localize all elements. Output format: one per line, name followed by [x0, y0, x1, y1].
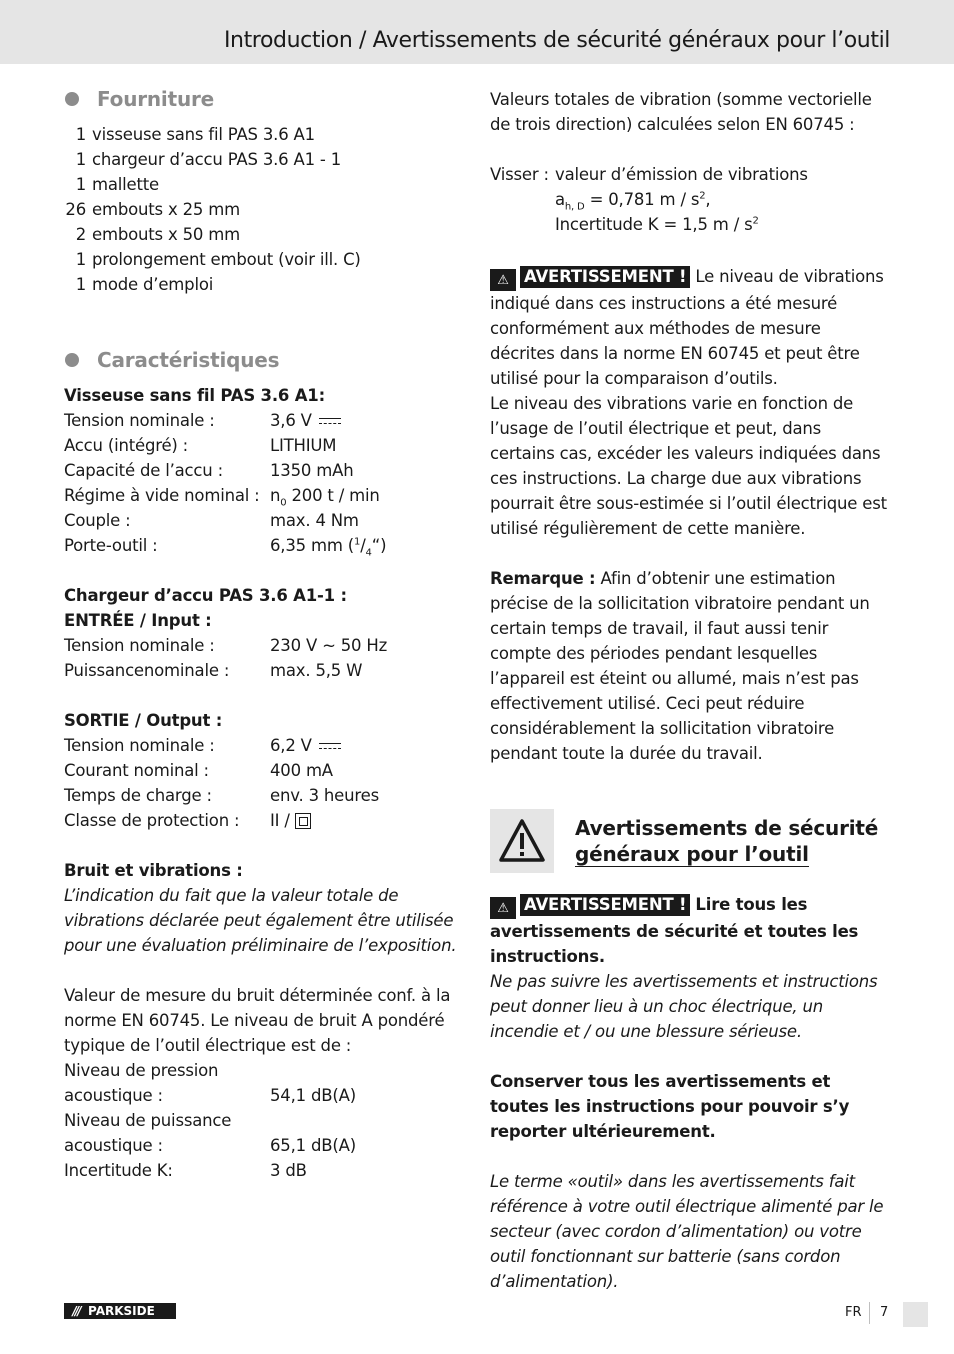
vibration-value: $a_{h, D} = 0,781$ m / $s^2$,	[555, 190, 711, 213]
safety-section-header	[490, 809, 890, 879]
warning-triangle-icon: ⚠	[490, 269, 516, 291]
spec-row: Accu (intégré) : LITHIUM	[64, 436, 337, 455]
visser-row: Visser : valeur d’émission de vibrations	[490, 165, 808, 184]
spec-row: Courant nominal : 400 mA	[64, 761, 333, 780]
spec-row: Tension nominale : 230 V ~ 50 Hz	[64, 636, 388, 655]
list-item: 1 visseuse sans fil PAS 3.6 A1	[75, 125, 315, 144]
safety-warning-italic: Ne pas suivre les avertissements et instructions peut donner lieu à un choc électrique, un incendie et / ou une blessure sérieuse.	[490, 972, 878, 1041]
spec-row: Couple : max. 4 Nm	[64, 511, 359, 530]
logo-stripes-icon: ///	[72, 1304, 80, 1318]
safety-keep-instructions: Conserver tous les avertissements et toutes les instructions pour pouvoir s’y reporter ultérieurement.	[490, 1072, 850, 1141]
section-fourniture-title: Fourniture	[64, 84, 464, 114]
warning-triangle-icon	[490, 809, 554, 873]
bullet-icon	[65, 353, 79, 367]
vibration-uncertainty: Incertitude K = 1,5 m / $s^2$	[555, 215, 759, 234]
warning-label: AVERTISSEMENT !	[520, 266, 690, 288]
warning-paragraph-2: Le niveau des vibrations varie en fonction de l’usage de l’outil électrique et peut, dans certains cas, excéder les valeurs indiquées dans ces instructions. La charge due aux vibrations pourrait être sous-estimée si l’outil électrique est utilisé régulièrement de cette manière.	[490, 394, 887, 538]
page-header	[0, 0, 954, 64]
bruit-label: Niveau de puissance	[64, 1111, 232, 1130]
bruit-text: Valeur de mesure du bruit déterminée conf. à la norme EN 60745. Le niveau de bruit A pondéré typique de l’outil électrique est de :	[64, 986, 451, 1055]
visseuse-heading: Visseuse sans fil PAS 3.6 A1:	[64, 386, 325, 405]
fourniture-list	[60, 122, 464, 297]
footer-divider	[869, 1302, 870, 1324]
spec-row: Porte-outil : 6,35 mm $(^1/_4“)$	[64, 536, 387, 559]
left-column	[64, 84, 464, 1183]
vibration-intro: Valeurs totales de vibration (somme vectorielle de trois direction) calculées selon EN 60745 :	[490, 90, 872, 134]
spec-row: Tension nominale : 3,6 V	[64, 408, 464, 433]
page-language: FR	[845, 1305, 862, 1320]
right-column	[490, 87, 890, 1294]
bruit-italic-note: L’indication du fait que la valeur totale de vibrations déclarée peut également être utilisée pour une évaluation préliminaire de l’exposition.	[64, 886, 457, 955]
safety-warning-paragraph: ⚠ AVERTISSEMENT ! Lire tous les avertissements de sécurité et toutes les instructions.	[490, 895, 859, 966]
spec-row: acoustique : 54,1 dB(A)	[64, 1086, 356, 1105]
spec-row: Temps de charge : env. 3 heures	[64, 786, 379, 805]
safety-section-title: Avertissements de sécurité généraux pour l’outil	[575, 816, 879, 866]
spec-row: Classe de protection : II /	[64, 808, 464, 833]
section-caracteristiques-title: Caractéristiques	[64, 345, 464, 375]
spec-row: acoustique : 65,1 dB(A)	[64, 1136, 356, 1155]
bruit-label: Niveau de pression	[64, 1061, 219, 1080]
bullet-icon	[65, 92, 79, 106]
spec-row: Incertitude K: 3 dB	[64, 1161, 307, 1180]
sortie-heading: SORTIE / Output :	[64, 711, 223, 730]
warning-label: AVERTISSEMENT !	[520, 894, 690, 916]
list-item: 26 embouts x 25 mm	[65, 200, 240, 219]
spec-row: Puissancenominale : max. 5,5 W	[64, 661, 363, 680]
page-title: Introduction / Avertissements de sécurité généraux pour l’outil	[223, 28, 890, 53]
brand-logo: /// PARKSIDE	[64, 1303, 176, 1319]
chargeur-heading: Chargeur d’accu PAS 3.6 A1-1 :	[64, 586, 347, 605]
remarque-paragraph: Remarque : Afin d’obtenir une estimation précise de la sollicitation vibratoire pendant un certain temps de travail, il faut aussi tenir compte des périodes pendant lesquelles l’appareil est éteint ou allumé, mais n’est pas effectivement utilisé. Ceci peut réduire considérablement la sollicitation vibratoire pendant toute la durée du travail.	[490, 569, 870, 763]
dc-symbol-icon	[319, 418, 341, 426]
spec-row: Tension nominale : 6,2 V	[64, 733, 464, 758]
list-item: 1 mallette	[75, 175, 159, 194]
warning-paragraph: ⚠ AVERTISSEMENT ! Le niveau de vibrations indiqué dans ces instructions a été mesuré conformément aux méthodes de mesure décrites dans la norme EN 60745 et peut être utilisé pour la comparaison d’outils.	[490, 267, 884, 388]
dc-symbol-icon	[319, 743, 341, 751]
list-item: 2 embouts x 50 mm	[75, 225, 240, 244]
bruit-heading: Bruit et vibrations :	[64, 861, 243, 880]
entree-heading: ENTRÉE / Input :	[64, 611, 212, 630]
safety-term-definition: Le terme «outil» dans les avertissements fait référence à votre outil électrique alimenté par le secteur (avec cordon d’alimentation) ou votre outil fonctionnant sur batterie (sans cordon d’alimentation).	[490, 1172, 884, 1291]
list-item: 1 chargeur d’accu PAS 3.6 A1 - 1	[75, 150, 342, 169]
spec-row: Capacité de l’accu : 1350 mAh	[64, 461, 354, 480]
warning-triangle-icon: ⚠	[490, 897, 516, 919]
list-item: 1 mode d’emploi	[75, 275, 214, 294]
page-number: 7	[880, 1305, 889, 1320]
class-ii-icon	[295, 813, 311, 829]
list-item: 1 prolongement embout (voir ill. C)	[75, 250, 361, 269]
spec-row: Régime à vide nominal : $n_0$ 200 t / min	[64, 486, 380, 509]
footer-box	[903, 1302, 928, 1327]
